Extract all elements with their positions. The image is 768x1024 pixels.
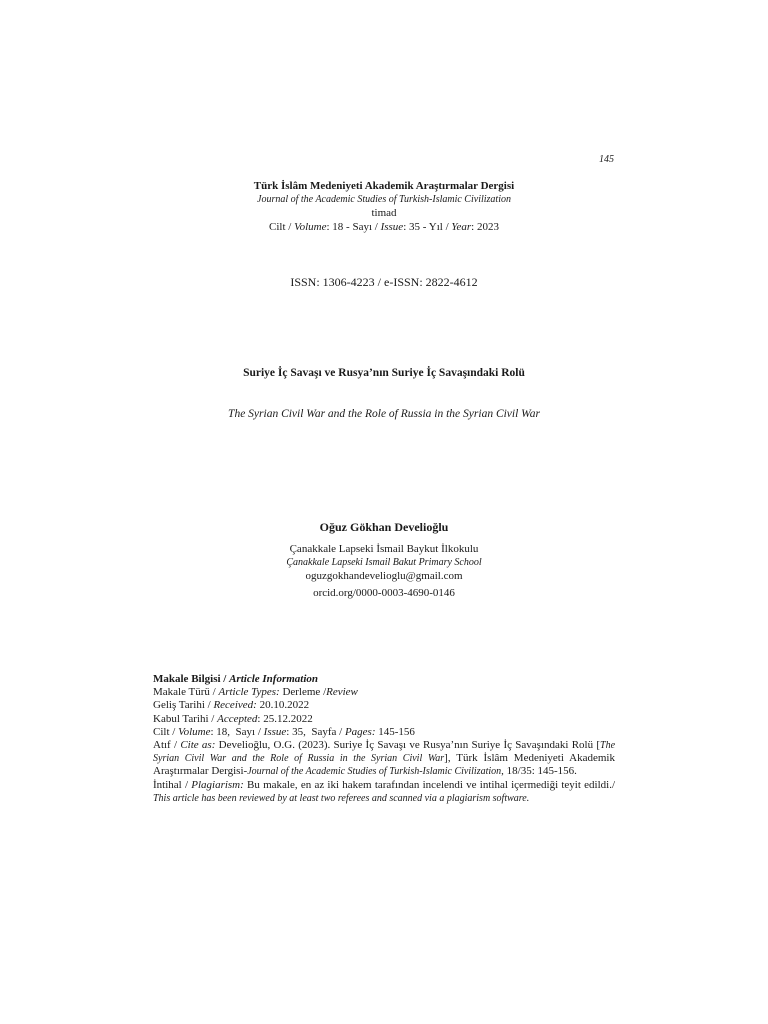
journal-title-tr: Türk İslâm Medeniyeti Akademik Araştırmalar Dergisi [253,180,515,192]
publisher: timad [371,207,397,219]
issn: ISSN: 1306-4223 / e-ISSN: 2822-4612 [290,275,478,289]
page-number: 145 [599,154,614,165]
volume-line: Cilt / Volume: 18 - Sayı / Issue: 35 - Yıl / Year: 2023 [269,221,499,233]
info-volume: Cilt / Volume: 18, Sayı / Issue: 35, Sayfa / Pages: 145-156 [153,725,415,738]
info-received: Geliş Tarihi / Received: 20.10.2022 [153,699,310,712]
author-orcid: orcid.org/0000-0003-4690-0146 [313,587,455,599]
article-title-en: The Syrian Civil War and the Role of Russia in the Syrian Civil War [228,408,540,420]
author-name: Oğuz Gökhan Develioğlu [319,520,449,534]
affiliation-tr: Çanakkale Lapseki İsmail Baykut İlkokulu [289,543,479,555]
author-email: oguzgokhandevelioglu@gmail.com [305,570,463,582]
info-citation: Atıf / Cite as: Develioğlu, O.G. (2023). Suriye İç Savaşı ve Rusya’nın Suriye İç Savaşındaki Rolü [The Syrian Civil War and the Role of Russia in the Syrian Civil War], Türk İslâm Medeniyeti Akademik Araştırmalar Dergisi-Journal of the Academic Studies of Turkish-Islamic Civilization, 18/35: 145-156. [153,739,616,778]
info-article-type: Makale Türü / Article Types: Derleme /Review [153,686,358,699]
article-title-tr: Suriye İç Savaşı ve Rusya’nın Suriye İç Savaşındaki Rolü [243,367,525,379]
info-accepted: Kabul Tarihi / Accepted: 25.12.2022 [153,712,313,725]
info-heading: Makale Bilgisi / Article Information [153,673,319,685]
info-plagiarism: İntihal / Plagiarism: Bu makale, en az iki hakem tarafından incelendi ve intihal içermediği teyit edildi./ This article has been reviewed by at least two referees and scanned via a plagiarism software. [153,778,616,804]
article-information [153,673,615,805]
journal-title-en: Journal of the Academic Studies of Turkish-Islamic Civilization [257,194,511,205]
affiliation-en: Çanakkale Lapseki Ismail Bakut Primary School [286,557,482,568]
